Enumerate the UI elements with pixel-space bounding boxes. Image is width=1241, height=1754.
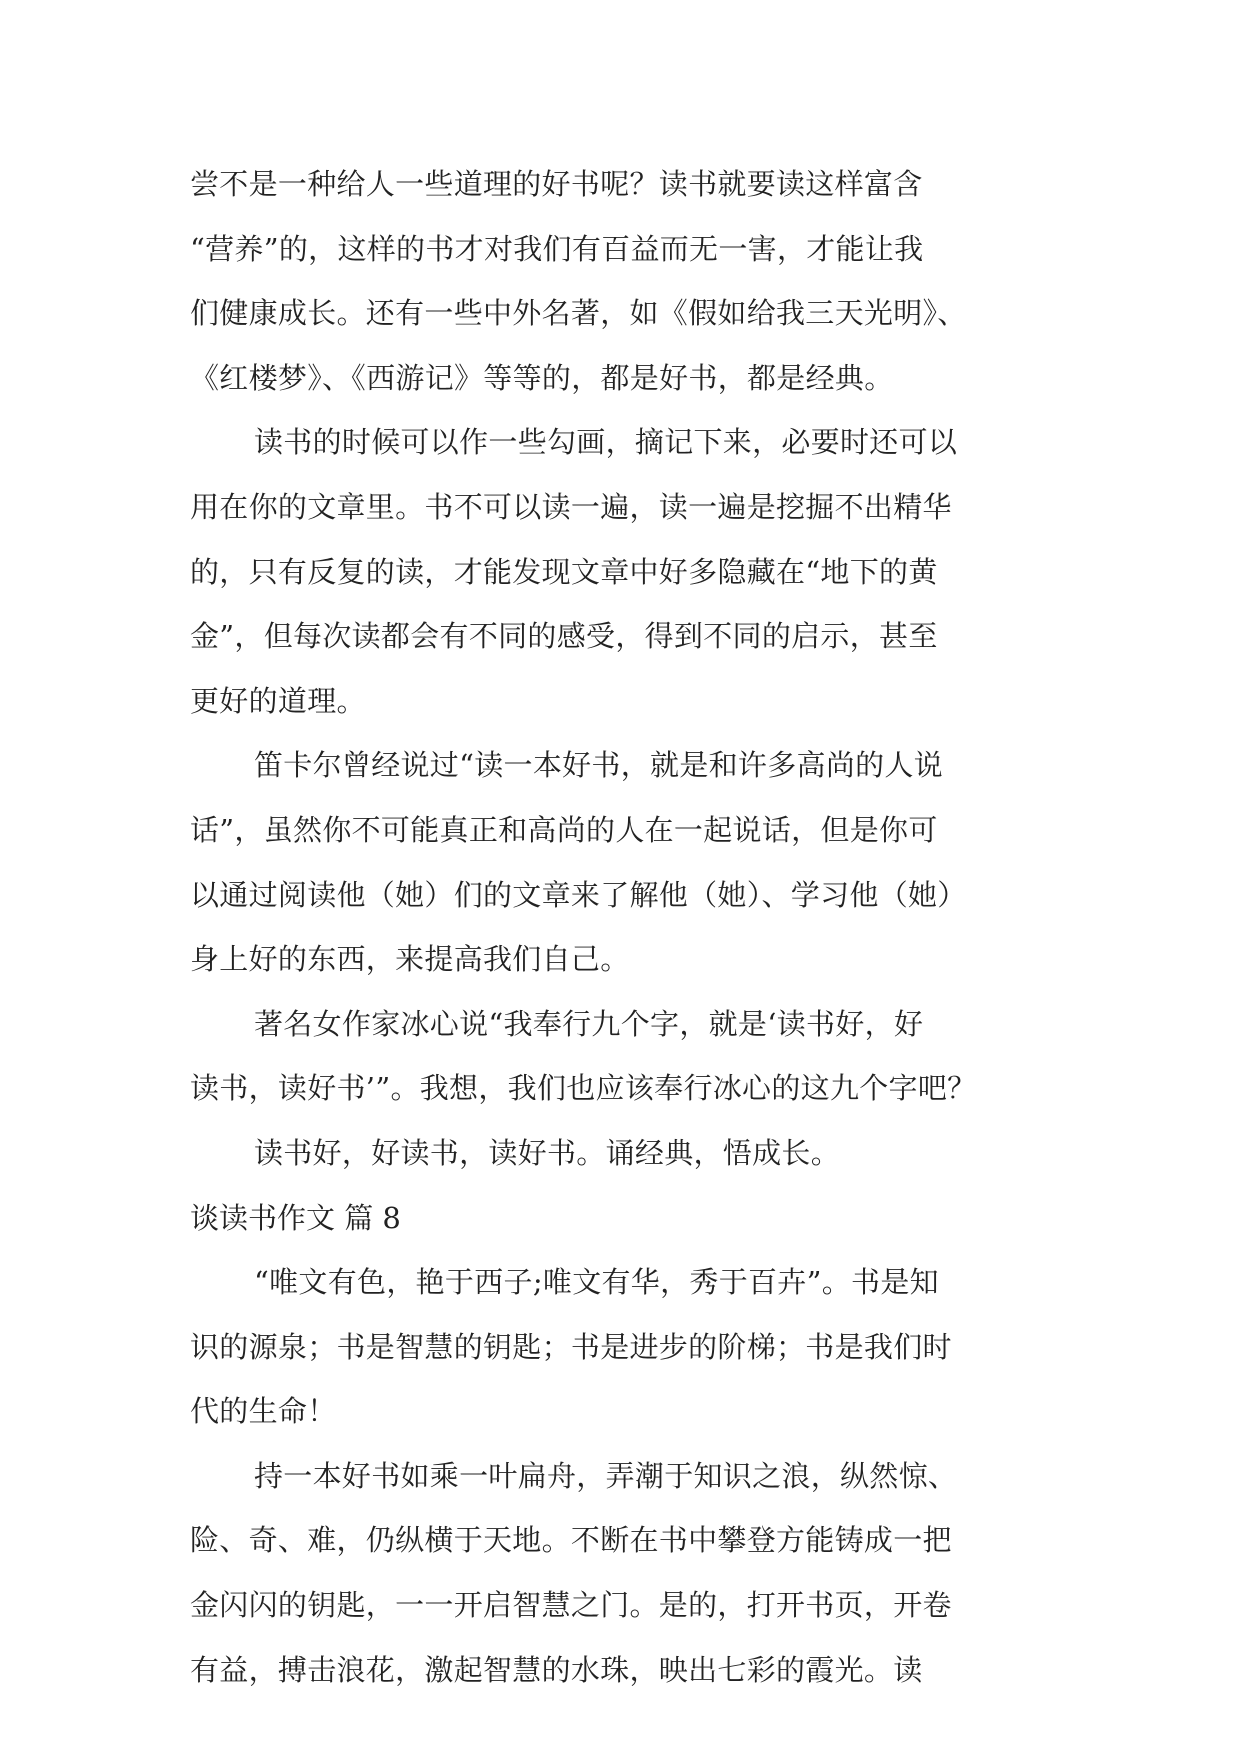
text-line: 读书好，好读书，读好书。诵经典，悟成长。 — [254, 1135, 841, 1170]
text-line: 有益，搏击浪花，激起智慧的水珠，映出七彩的霞光。读 — [190, 1652, 923, 1687]
text-line: 金”，但每次读都会有不同的感受，得到不同的启示，甚至 — [190, 619, 938, 654]
text-line: 用在你的文章里。书不可以读一遍，读一遍是挖掘不出精华 — [190, 489, 952, 524]
text-line: 《红楼梦》、《西游记》等等的，都是好书，都是经典。 — [190, 360, 894, 395]
text-line: 的，只有反复的读，才能发现文章中好多隐藏在“地下的黄 — [190, 554, 938, 589]
text-line: “营养”的，这样的书才对我们有百益而无一害，才能让我 — [190, 231, 924, 266]
text-line: 更好的道理。 — [190, 683, 366, 718]
text-line: “唯文有色，艳于西子;唯文有华，秀于百卉”。书是知 — [254, 1265, 939, 1300]
text-line: 识的源泉；书是智慧的钥匙；书是进步的阶梯；书是我们时 — [190, 1329, 952, 1364]
text-line: 们健康成长。还有一些中外名著，如《假如给我三天光明》、 — [190, 296, 967, 331]
text-line: 金闪闪的钥匙，一一开启智慧之门。是的，打开书页，开卷 — [190, 1588, 952, 1623]
text-line: 读书的时候可以作一些勾画，摘记下来，必要时还可以 — [254, 425, 958, 460]
body-text — [190, 152, 1090, 1702]
text-line: 著名女作家冰心说“我奉行九个字，就是‘读书好，好 — [254, 1006, 924, 1041]
section-heading: 谈读书作文 篇 8 — [190, 1200, 401, 1235]
text-line: 持一本好书如乘一叶扁舟，弄潮于知识之浪，纵然惊、 — [254, 1458, 958, 1493]
text-line: 险、奇、难，仍纵横于天地。不断在书中攀登方能铸成一把 — [190, 1523, 952, 1558]
text-line: 以通过阅读他（她）们的文章来了解他（她）、学习他（她） — [190, 877, 967, 912]
text-line: 代的生命！ — [190, 1394, 337, 1429]
text-line: 读书，读好书’”。我想，我们也应该奉行冰心的这九个字吧？ — [190, 1071, 977, 1106]
text-line: 笛卡尔曾经说过“读一本好书，就是和许多高尚的人说 — [254, 748, 944, 783]
text-line: 身上好的东西，来提高我们自己。 — [190, 942, 630, 977]
text-line: 尝不是一种给人一些道理的好书呢？读书就要读这样富含 — [190, 167, 923, 201]
text-line: 话”，虽然你不可能真正和高尚的人在一起说话，但是你可 — [190, 812, 938, 847]
